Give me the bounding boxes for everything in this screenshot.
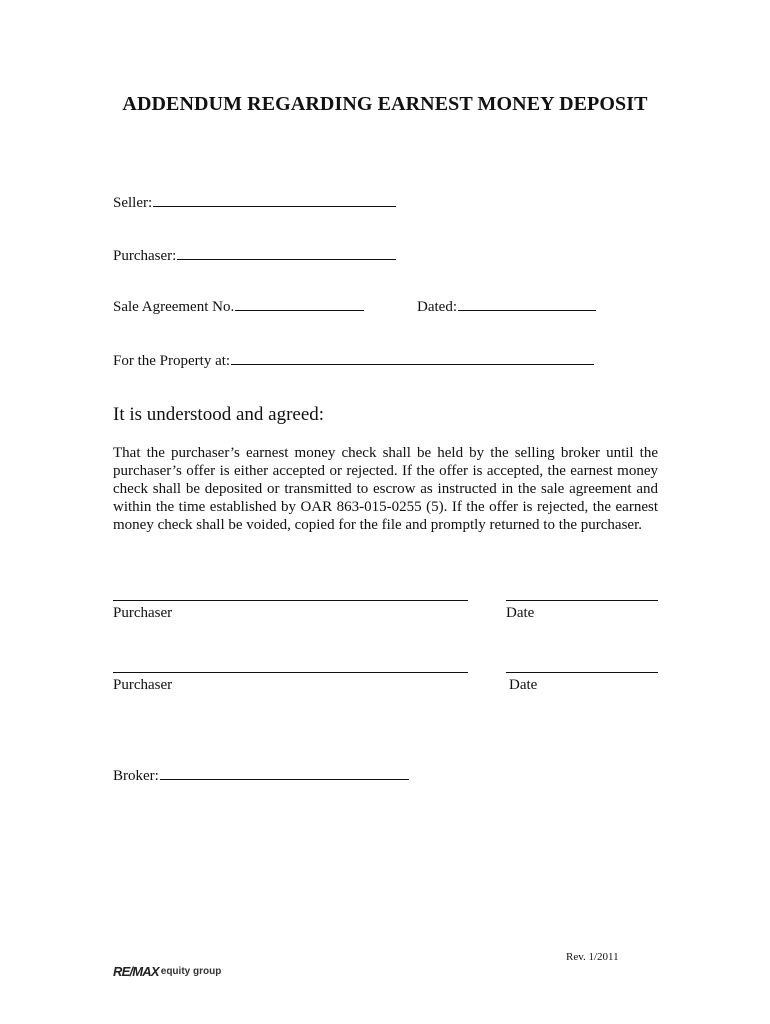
sale-agreement-label: Sale Agreement No. xyxy=(113,299,235,315)
sale-agreement-field xyxy=(113,296,364,316)
purchaser-field xyxy=(113,245,396,265)
property-field xyxy=(113,350,594,370)
remax-logo xyxy=(113,961,221,981)
date-line-2[interactable] xyxy=(506,672,658,673)
dated-label: Dated: xyxy=(417,299,457,315)
purchaser-line[interactable] xyxy=(177,245,396,260)
seller-field xyxy=(113,192,396,212)
seller-line[interactable] xyxy=(153,192,396,207)
purchaser-signature-line-2[interactable] xyxy=(113,672,468,673)
sale-agreement-line[interactable] xyxy=(235,296,364,311)
date-line-1[interactable] xyxy=(506,600,658,601)
broker-field xyxy=(113,765,409,785)
property-label: For the Property at: xyxy=(113,353,231,369)
seller-label: Seller: xyxy=(113,195,153,211)
dated-field xyxy=(417,296,596,316)
logo-mark: RE/MAX xyxy=(113,963,159,979)
purchaser-label-2: Purchaser xyxy=(113,677,173,693)
broker-line[interactable] xyxy=(160,765,409,780)
date-label-1: Date xyxy=(506,605,535,621)
document-title: ADDENDUM REGARDING EARNEST MONEY DEPOSIT xyxy=(122,93,648,115)
section-heading: It is understood and agreed: xyxy=(113,404,325,425)
revision-note: Rev. 1/2011 xyxy=(566,951,619,963)
purchaser-label-1: Purchaser xyxy=(113,605,173,621)
broker-label: Broker: xyxy=(113,768,159,784)
purchaser-signature-line-1[interactable] xyxy=(113,600,468,601)
logo-text: equity group xyxy=(160,965,222,977)
dated-line[interactable] xyxy=(458,296,596,311)
body-paragraph: That the purchaser’s earnest money check shall be held by the selling broker until the purchaser’s offer is either accepted or rejected. If the offer is accepted, the earnest money check shall be deposited or transmitted to escrow as instructed in the sale agreement and within the time established by OAR 863-015-0255 (5). If the offer is rejected, the earnest money check shall be voided, copied for the file and promptly returned to the purchaser. xyxy=(113,445,658,533)
property-line[interactable] xyxy=(231,350,594,365)
date-label-2: Date xyxy=(509,677,538,693)
purchaser-label: Purchaser: xyxy=(113,248,177,264)
